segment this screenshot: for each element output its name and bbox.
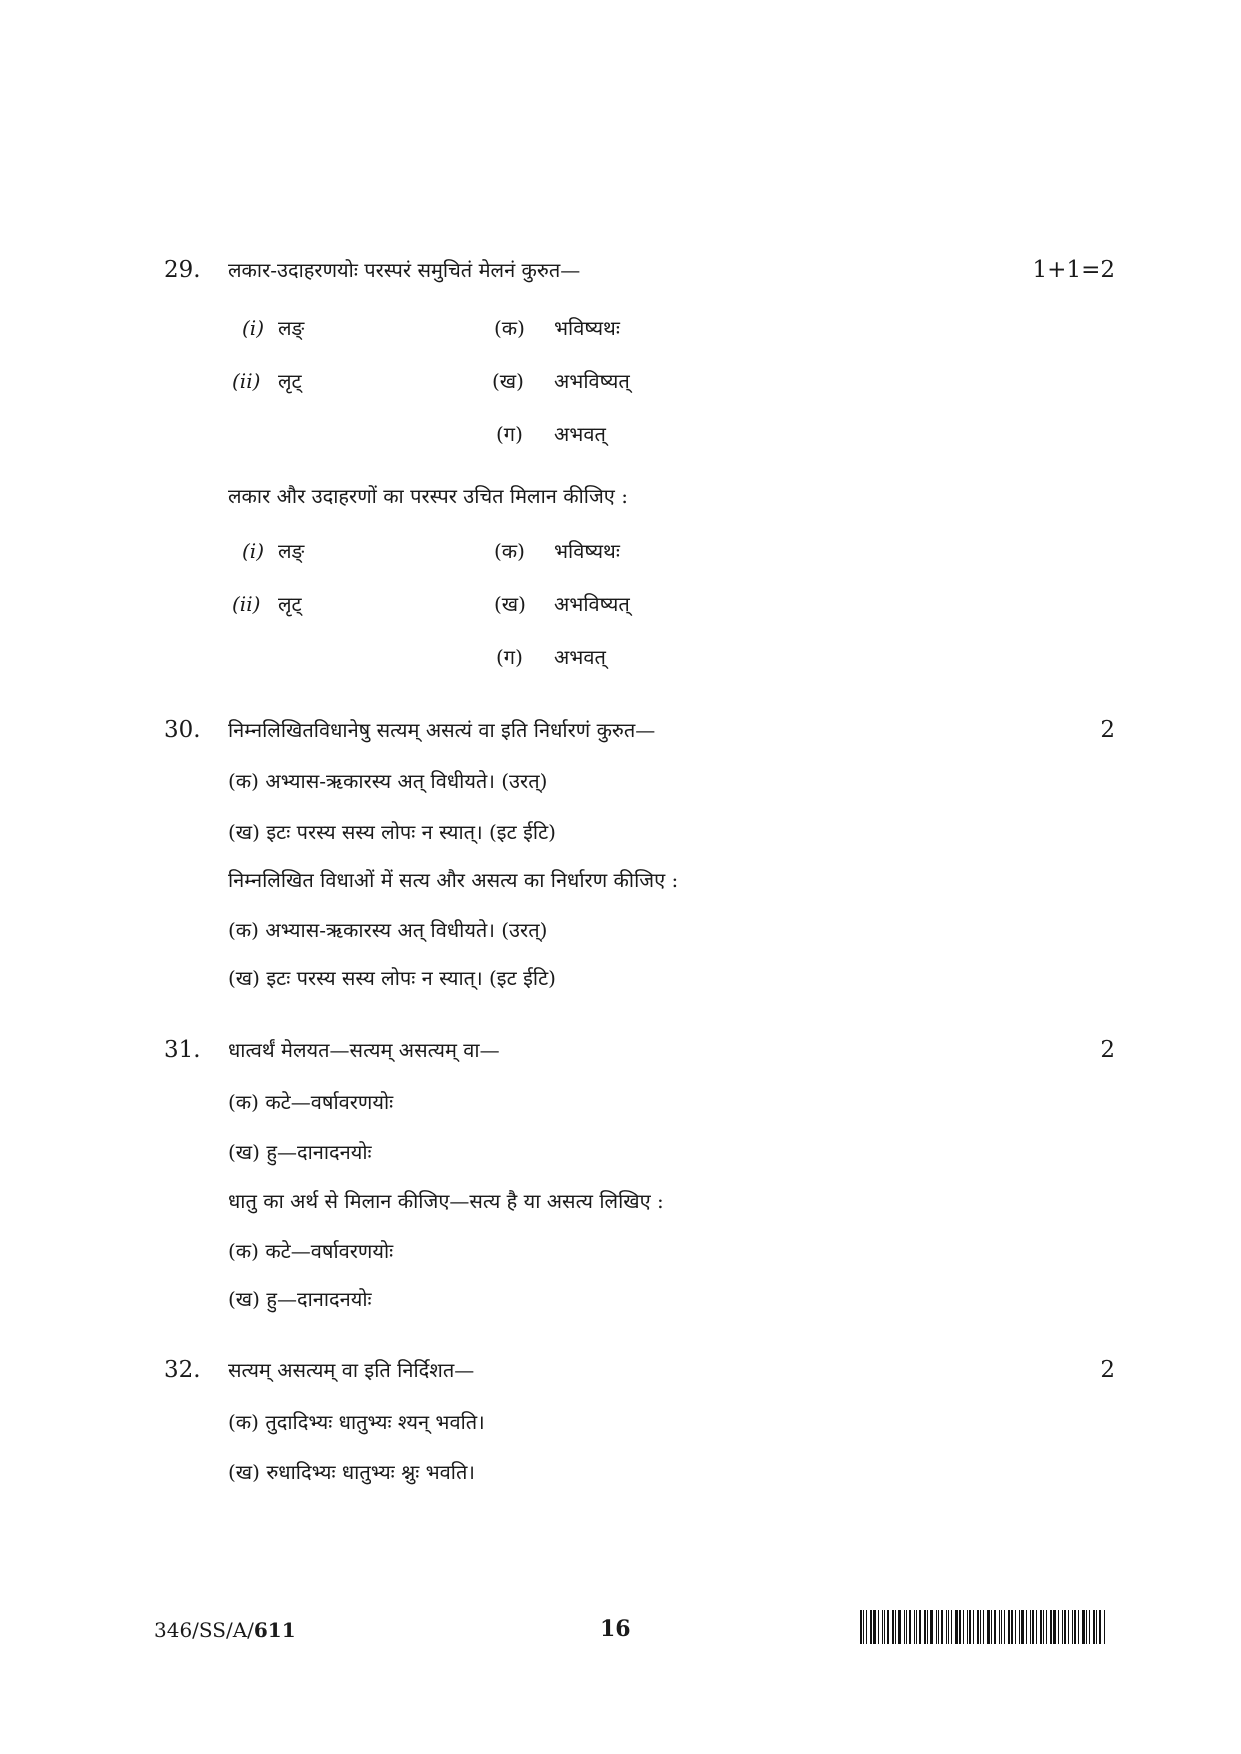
q29-right-val: अभविष्यत् [554,369,630,393]
q29-left-key-hi: (i) [242,539,265,563]
barcode-bar [904,1610,905,1644]
barcode-bar [1026,1610,1027,1644]
q29-right-key: (ग) [496,422,523,446]
question-30-number: 30. [164,717,201,743]
q29-left-key: (i) [242,316,265,340]
barcode-bar [1046,1610,1047,1644]
question-32-number: 32. [164,1357,201,1383]
barcode-bar [941,1610,943,1644]
barcode-bar [977,1610,979,1644]
q31-item-hi: (क) कटे—वर्षावरणयोः [228,1239,394,1263]
q29-right-key-hi: (क) [494,539,525,563]
barcode-bar [1053,1610,1056,1644]
barcode-bar [969,1610,971,1644]
barcode-bar [1082,1610,1085,1644]
question-30-marks: 2 [1100,717,1115,743]
barcode-bar [895,1610,896,1644]
barcode-bar [1004,1610,1005,1644]
barcode-bar [863,1610,864,1644]
barcode-bar [884,1610,885,1644]
paper-code [154,1616,296,1644]
barcode-bar [906,1610,907,1644]
question-29-marks: 1+1=2 [1032,257,1115,283]
question-32-marks: 2 [1100,1357,1115,1383]
barcode-bar [938,1610,939,1644]
barcode-bar [1089,1610,1090,1644]
barcode-bar [1078,1610,1079,1644]
question-30-hindi-prompt: निम्नलिखित विधाओं में सत्य और असत्य का निर्धारण कीजिए : [228,868,679,892]
barcode-bar [892,1610,894,1644]
barcode-bar [919,1610,921,1644]
barcode-bar [927,1610,928,1644]
barcode-bar [1011,1610,1013,1644]
q32-item: (क) तुदादिभ्यः धातुभ्यः श्यन् भवति। [228,1410,485,1434]
barcode-bar [1074,1610,1076,1644]
barcode-bar [860,1610,862,1644]
barcode-bar [948,1610,949,1644]
q29-left-val: लङ् [278,316,305,340]
barcode-bar [887,1610,889,1644]
q29-right-key-hi: (ख) [494,592,526,616]
question-31-hindi-prompt: धातु का अर्थ से मिलान कीजिए—सत्य है या असत्य लिखिए : [228,1189,664,1213]
barcode-bar [1043,1610,1044,1644]
barcode-bar [1040,1610,1042,1644]
barcode-bar [1104,1610,1105,1644]
barcode-bar [909,1610,911,1644]
paper-code-number: 611 [253,1618,296,1642]
barcode-bar [1096,1610,1097,1644]
barcode-bar [980,1610,981,1644]
barcode-bar [1032,1610,1034,1644]
q31-item-hi: (ख) हु—दानादनयोः [228,1287,372,1311]
barcode-bar [898,1610,901,1644]
q29-left-val-hi: लृट् [278,592,302,616]
barcode-bar [991,1610,992,1644]
barcode-bar [1064,1610,1066,1644]
barcode-bar [1030,1610,1031,1644]
question-31-marks: 2 [1100,1037,1115,1063]
barcode-bar [1001,1610,1002,1644]
q30-item: (ख) इटः परस्य सस्य लोपः न स्यात्। (इट ईटि) [228,820,556,844]
barcode-bar [1086,1610,1087,1644]
barcode-bar [967,1610,968,1644]
question-29-hindi-prompt: लकार और उदाहरणों का परस्पर उचित मिलान कीजिए : [228,484,628,508]
question-31-prompt: धात्वर्थं मेलयत—सत्यम् असत्यम् वा— [228,1038,500,1062]
barcode-bar [1036,1610,1037,1644]
barcode-bar [951,1610,952,1644]
barcode-bar [973,1610,974,1644]
barcode-bar [1050,1610,1052,1644]
paper-code-prefix: 346/SS/A/ [154,1618,254,1642]
barcode-bar [878,1610,879,1644]
barcode-bar [987,1610,990,1644]
barcode-bar [916,1610,917,1644]
barcode-bar [930,1610,933,1644]
q29-right-key-hi: (ग) [496,645,523,669]
q29-right-val: अभवत् [554,422,606,446]
barcode-bar [955,1610,958,1644]
q29-right-val-hi: अभविष्यत् [554,592,630,616]
q29-left-key: (ii) [232,369,261,393]
barcode-bar [1068,1610,1069,1644]
barcode-bar [870,1610,872,1644]
question-30-prompt: निम्नलिखितविधानेषु सत्यम् असत्यं वा इति निर्धारणं कुरुत— [228,718,656,742]
barcode-bar [914,1610,915,1644]
barcode-bar [924,1610,926,1644]
q30-item-hi: (ख) इटः परस्य सस्य लोपः न स्यात्। (इट ईटि) [228,966,556,990]
q29-right-key: (ख) [492,369,524,393]
barcode-bar [946,1610,947,1644]
barcode-bar [866,1610,867,1644]
barcode-bar [873,1610,876,1644]
q31-item: (ख) हु—दानादनयोः [228,1140,372,1164]
barcode-image [860,1610,1120,1644]
barcode-bar [1072,1610,1073,1644]
barcode-bar [1021,1610,1024,1644]
question-29-number: 29. [164,257,201,283]
barcode-bar [1008,1610,1010,1644]
barcode-bar [1058,1610,1059,1644]
q30-item: (क) अभ्यास-ऋकारस्य अत् विधीयते। (उरत्) [228,769,548,793]
q29-left-val-hi: लङ् [278,539,305,563]
question-31-number: 31. [164,1037,201,1063]
q29-right-key: (क) [494,316,525,340]
barcode-bar [994,1610,996,1644]
barcode-bar [1099,1610,1101,1644]
q29-left-val: लृट् [278,369,302,393]
barcode-bar [882,1610,883,1644]
q32-item: (ख) रुधादिभ्यः धातुभ्यः श्नुः भवति। [228,1460,475,1484]
q29-right-val-hi: भविष्यथः [554,539,620,563]
barcode-bar [1093,1610,1095,1644]
question-32-prompt: सत्यम् असत्यम् वा इति निर्दिशत— [228,1358,475,1382]
barcode-bar [959,1610,961,1644]
question-29-prompt: लकार-उदाहरणयोः परस्परं समुचितं मेलनं कुरुत— [228,258,581,282]
q29-right-val-hi: अभवत् [554,645,606,669]
q29-left-key-hi: (ii) [232,592,261,616]
q30-item-hi: (क) अभ्यास-ऋकारस्य अत् विधीयते। (उरत्) [228,918,548,942]
q29-right-val: भविष्यथः [554,316,620,340]
barcode-bar [1019,1610,1020,1644]
barcode-bar [999,1610,1000,1644]
barcode-bar [983,1610,984,1644]
barcode-bar [1062,1610,1063,1644]
barcode-bar [1015,1610,1016,1644]
barcode-bar [936,1610,937,1644]
barcode-bar [963,1610,964,1644]
page-number: 16 [600,1616,631,1642]
q31-item: (क) कटे—वर्षावरणयोः [228,1090,394,1114]
